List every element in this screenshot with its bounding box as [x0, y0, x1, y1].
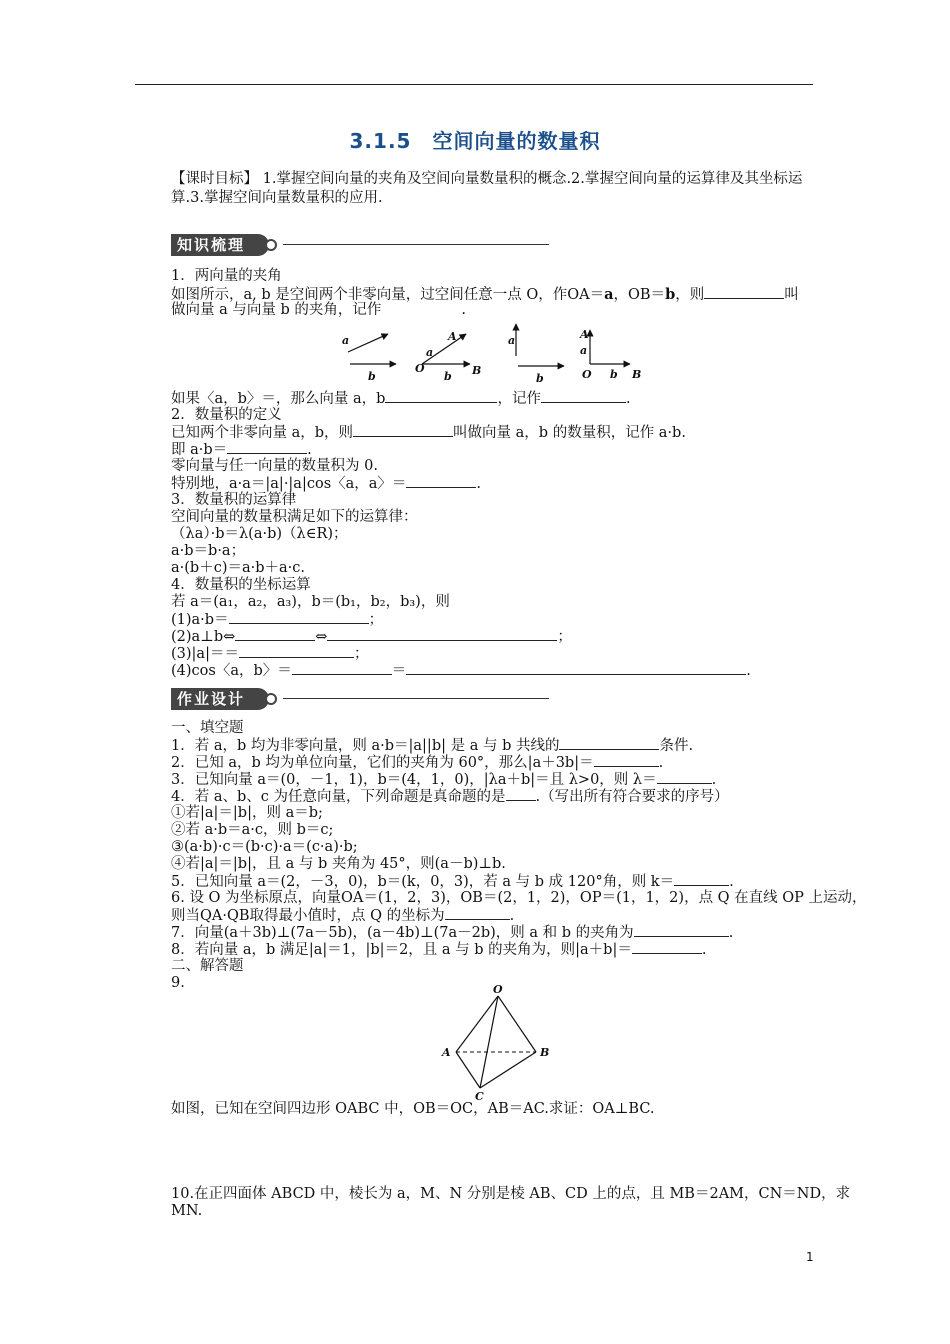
label-a4: a — [580, 344, 588, 357]
label-A: A — [448, 330, 457, 343]
label-a: a — [342, 334, 350, 347]
blank-field[interactable] — [406, 475, 476, 488]
question-3: 3．已知向量 a＝(0，－1，1)，b＝(4，1，0)，|λa＋b|＝且 λ>0，则 λ＝ . — [171, 772, 717, 788]
label-O: O — [415, 362, 425, 375]
edge-OC — [480, 996, 498, 1088]
lesson-goal: 【课时目标】 1.掌握空间向量的夹角及空间向量数量积的概念.2.掌握空间向量的运算律及其坐标运算.3.掌握空间向量数量积的应用. — [171, 171, 803, 206]
question-10-cont: MN. — [171, 1203, 203, 1219]
label-O4: O — [582, 368, 592, 381]
part-solve: 二、解答题 — [171, 958, 244, 974]
blank-field[interactable] — [229, 611, 369, 624]
section-header-homework — [171, 688, 551, 710]
blank-field[interactable] — [594, 754, 659, 767]
law-commutative: a·b＝b·a； — [171, 543, 246, 559]
line-laws-intro: 空间向量的数量积满足如下的运算律： — [171, 509, 418, 525]
label-a2: a — [426, 346, 434, 359]
heading-dot-product: 2．数量积的定义 — [171, 407, 282, 423]
heading-laws: 3．数量积的运算律 — [171, 492, 297, 508]
option-2: ②若 a·b＝a·c，则 b＝c; — [171, 822, 334, 838]
vertex-C: C — [475, 1090, 484, 1102]
question-9-text: 如图，已知在空间四边形 OABC 中，OB＝OC，AB＝AC.求证：OA⊥BC. — [171, 1101, 655, 1117]
blank-field[interactable] — [632, 941, 702, 954]
blank-field[interactable] — [327, 628, 557, 641]
question-6: 6. 设 O 为坐标原点，向量OA＝(1，2，3)，OB＝(2，1，2)，OP＝(1，1，2)，点 Q 在直线 OP 上运动， — [171, 890, 867, 906]
page-title: 3.1.5 空间向量的数量积 — [349, 129, 601, 153]
question-6-cont: 则当QA·QB取得最小值时，点 Q 的坐标为 . — [171, 908, 515, 924]
bullet-dot — [265, 239, 277, 251]
question-9-number: 9. — [171, 975, 185, 991]
law-distributive: a·(b＋c)＝a·b＋a·c. — [171, 560, 305, 576]
blank-field[interactable] — [385, 390, 497, 403]
edge-AC — [456, 1052, 480, 1088]
coord-dot: (1)a·b＝ ； — [171, 612, 384, 628]
line-dot-formula: 即 a·b＝ . — [171, 442, 312, 458]
option-1: ①若|a|＝|b|，则 a＝b; — [171, 805, 323, 821]
blank-field[interactable] — [674, 873, 729, 886]
label-b3: b — [536, 372, 544, 385]
line-angle-def: 如图所示，a, b 是空间两个非零向量，过空间任意一点 O，作OA＝a，OB＝b，则 叫 — [171, 286, 799, 303]
label-B4: B — [632, 368, 642, 381]
section-title: 作业设计 — [171, 688, 269, 710]
coord-norm: (3)|a|＝＝ ； — [171, 646, 369, 662]
heading-angle: 1．两向量的夹角 — [171, 268, 282, 284]
blank-field[interactable] — [445, 907, 510, 920]
section-rule — [283, 244, 549, 245]
vertex-B: B — [540, 1046, 550, 1059]
coord-perp: (2)a⊥b⇔ ⇔ ； — [171, 629, 572, 645]
blank-field[interactable] — [506, 788, 536, 801]
label-b: b — [368, 370, 376, 383]
blank-field[interactable] — [239, 645, 354, 658]
vertex-O: O — [493, 983, 503, 996]
label-b2: b — [444, 370, 452, 383]
blank-field[interactable] — [657, 771, 712, 784]
option-3: ③(a·b)·c＝(b·c)·a＝(c·a)·b; — [171, 839, 358, 855]
heading-coords: 4．数量积的坐标运算 — [171, 577, 311, 593]
label-B: B — [472, 364, 482, 377]
bullet-dot — [265, 693, 277, 705]
section-header-knowledge — [171, 234, 551, 256]
coord-cos: (4)cos〈a，b〉＝ ＝ . — [171, 663, 751, 679]
blank-field[interactable] — [227, 441, 307, 454]
law-scalar: （λa）·b＝λ(a·b)（λ∈R)； — [171, 526, 348, 542]
question-8: 8．若向量 a，b 满足|a|＝1，|b|＝2，且 a 与 b 的夹角为，则|a＋b|＝ . — [171, 942, 707, 958]
edge-OA — [456, 996, 498, 1052]
edge-BC — [480, 1052, 536, 1088]
blank-field[interactable] — [541, 390, 626, 403]
question-4: 4．若 a、b、c 为任意向量，下列命题是真命题的是 .（写出所有符合要求的序号） — [171, 789, 729, 805]
line-coords-given: 若 a＝(a₁，a₂，a₃)，b＝(b₁，b₂，b₃)，则 — [171, 594, 450, 610]
question-5: 5．已知向量 a＝(2，－3，0)，b＝(k，0，3)，若 a 与 b 成 120°角，则 k＝ . — [171, 874, 734, 890]
blank-field[interactable] — [704, 286, 784, 299]
label-A4: A — [580, 328, 589, 341]
header-rule — [135, 84, 813, 85]
section-rule — [283, 698, 549, 699]
line-dot-def: 已知两个非零向量 a，b，则 叫做向量 a，b 的数量积，记作 a·b. — [171, 425, 686, 441]
question-7: 7．向量(a＋3b)⊥(7a－5b)，(a－4b)⊥(7a－2b)，则 a 和 b 的夹角为 . — [171, 925, 734, 941]
page-number: 1 — [806, 1250, 814, 1264]
edge-OB — [498, 996, 536, 1052]
line-zero-vector: 零向量与任一向量的数量积为 0. — [171, 458, 378, 474]
line-perpendicular: 如果〈a，b〉＝，那么向量 a，b ，记作 . — [171, 391, 631, 407]
option-4: ④若|a|＝|b|，且 a 与 b 夹角为 45°，则(a－b)⊥b. — [171, 856, 506, 872]
vector-a-arrow — [348, 334, 388, 352]
line-self-dot: 特别地，a·a＝|a|·|a|cos〈a，a〉＝ . — [171, 476, 482, 492]
part-fill-blank: 一、填空题 — [171, 720, 244, 736]
vertex-A: A — [442, 1046, 451, 1059]
blank-field[interactable] — [406, 662, 746, 675]
label-b4: b — [610, 368, 618, 381]
question-10: 10.在正四面体 ABCD 中，棱长为 a，M、N 分别是棱 AB、CD 上的点，且 MB＝2AM，CN＝ND，求 — [171, 1186, 851, 1202]
blank-field[interactable] — [292, 662, 392, 675]
question-2: 2．已知 a，b 均为单位向量，它们的夹角为 60°，那么|a＋3b|＝ . — [171, 755, 664, 771]
blank-field[interactable] — [634, 924, 729, 937]
label-a3: a — [508, 334, 516, 347]
section-title: 知识梳理 — [171, 234, 269, 256]
question-1: 1．若 a，b 均为非零向量，则 a·b＝|a||b| 是 a 与 b 共线的 条件. — [171, 738, 694, 754]
blank-field[interactable] — [559, 737, 659, 750]
blank-field[interactable] — [353, 424, 453, 437]
vector-angle-figure — [330, 322, 660, 388]
line-angle-notation: 做向量 a 与向量 b 的夹角，记作 . — [171, 302, 466, 318]
tetrahedron-figure — [436, 982, 556, 1102]
blank-field[interactable] — [235, 628, 315, 641]
